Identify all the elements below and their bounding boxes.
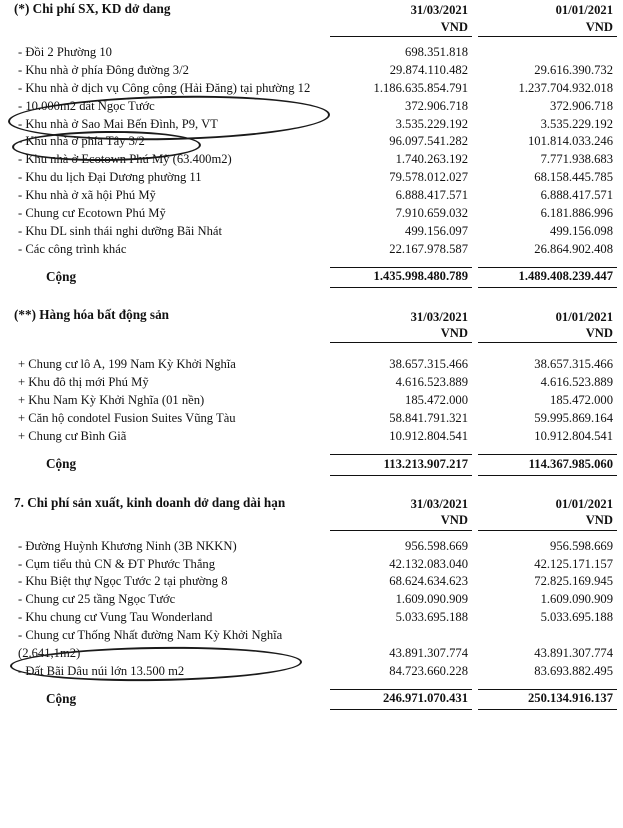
row-value-period1: 185.472.000 [405, 393, 468, 408]
total-row [0, 455, 623, 474]
table-row [0, 133, 623, 151]
row-value-period2: 956.598.669 [550, 538, 613, 553]
row-value-period2: 42.125.171.157 [534, 556, 613, 571]
total-value-period1: 113.213.907.217 [383, 456, 468, 471]
row-value-period1: 6.888.417.571 [395, 188, 468, 203]
row-value-period2: 6.888.417.571 [540, 188, 613, 203]
table-row [0, 556, 623, 574]
row-label: - Đường Huỳnh Khương Ninh (3B NKKN) [18, 538, 237, 553]
row-value-period2: 185.472.000 [550, 393, 613, 408]
row-label: - Đồi 2 Phường 10 [18, 45, 112, 60]
row-value-period2: 1.609.090.909 [540, 592, 613, 607]
row-value-period1: 956.598.669 [405, 538, 468, 553]
row-label: - Khu Biệt thự Ngọc Tước 2 tại phường 8 [18, 574, 228, 589]
row-label: - Khu nhà ở phía Đông đường 3/2 [18, 62, 189, 77]
row-label: - Khu nhà ở Ecotown Phú Mỹ (63.400m2) [18, 152, 232, 167]
unit-period2: VND [585, 19, 613, 34]
row-value-period2: 72.825.169.945 [534, 574, 613, 589]
spacer-cell [0, 512, 330, 528]
table-row [0, 374, 623, 392]
row-value-period2: 38.657.315.466 [534, 357, 613, 372]
row-label: - Khu nhà ở phía Tây 3/2 [18, 134, 145, 149]
table-row [0, 223, 623, 241]
row-value-period2: 29.616.390.732 [534, 62, 613, 77]
section-unit-row [0, 325, 623, 341]
row-label: + Khu đô thị mới Phú Mỹ [18, 375, 149, 390]
row-value-period1: 68.624.634.623 [389, 574, 468, 589]
section-header-row [0, 306, 623, 325]
row-label: + Chung cư lô A, 199 Nam Kỳ Khởi Nghĩa [18, 357, 236, 372]
table-row [0, 62, 623, 80]
row-value-period1: 499.156.097 [405, 223, 468, 238]
table-row [0, 241, 623, 259]
total-row [0, 690, 623, 709]
row-label: + Căn hộ condotel Fusion Suites Vũng Tàu [18, 411, 236, 426]
row-value-period2: 10.912.804.541 [534, 428, 613, 443]
total-label: Cộng [46, 690, 77, 706]
section-header-row [0, 494, 623, 513]
row-value-period1: 22.167.978.587 [389, 241, 468, 256]
row-label: - Khu nhà ở dịch vụ Công cộng (Hải Đăng) tại phường 12 [18, 80, 311, 95]
row-value-period1: 7.910.659.032 [395, 205, 468, 220]
table-row [0, 187, 623, 205]
section-title: 7. Chi phí sản xuất, kinh doanh dở dang dài hạn [14, 494, 286, 510]
row-label: - Khu DL sinh thái nghi dưỡng Bãi Nhát [18, 223, 223, 238]
row-value-period2: 59.995.869.164 [534, 411, 613, 426]
total-value-period2: 1.489.408.239.447 [518, 269, 613, 284]
total-label: Cộng [46, 455, 77, 471]
row-value-period1: 38.657.315.466 [389, 357, 468, 372]
section-unit-row [0, 512, 623, 528]
row-value-period1: 4.616.523.889 [395, 375, 468, 390]
column-header-period2: 01/01/2021 [555, 3, 613, 18]
row-value-period2: 5.033.695.188 [540, 610, 613, 625]
row-value-period2: 26.864.902.408 [534, 241, 613, 256]
row-value-period2: 6.181.886.996 [540, 205, 613, 220]
row-value-period1: 84.723.660.228 [389, 663, 468, 678]
row-label: - Chung cư Ecotown Phú Mỹ [18, 205, 166, 220]
table-row [0, 116, 623, 134]
row-label: - Các công trình khác [18, 241, 127, 256]
column-header-period1: 31/03/2021 [410, 309, 468, 324]
row-label: + Khu Nam Kỳ Khởi Nghĩa (01 nền) [18, 393, 205, 408]
table-row [0, 663, 623, 681]
section-header-row [0, 0, 623, 19]
unit-period2: VND [585, 513, 613, 528]
table-row [0, 428, 623, 446]
total-rule [330, 709, 472, 710]
row-label: + Chung cư Bình Giã [18, 428, 127, 443]
row-label: - Khu nhà ở xã hội Phú Mỹ [18, 188, 156, 203]
row-label: - Khu nhà ở Sao Mai Bến Đình, P9, VT [18, 116, 218, 131]
table-row [0, 44, 623, 62]
row-label: - Khu du lịch Đại Dương phường 11 [18, 170, 202, 185]
row-value-period1: 29.874.110.482 [389, 62, 468, 77]
row-value-period1: 1.609.090.909 [395, 592, 468, 607]
unit-period1: VND [440, 326, 468, 341]
section-unit-row [0, 19, 623, 35]
row-label: - Chung cư 25 tầng Ngọc Tước [18, 592, 176, 607]
spacer-cell [0, 325, 330, 341]
row-value-period2: 83.693.882.495 [534, 663, 613, 678]
row-value-period1: 1.186.635.854.791 [373, 80, 468, 95]
row-value-period1: 58.841.791.321 [389, 411, 468, 426]
total-label: Cộng [46, 268, 77, 284]
row-label: - 10.000m2 đất Ngọc Tước [18, 98, 155, 113]
row-label: - Cụm tiểu thủ CN & ĐT Phước Thắng [18, 556, 216, 571]
table-row [0, 169, 623, 187]
table-row [0, 356, 623, 374]
table-row [0, 410, 623, 428]
table-row [0, 609, 623, 627]
column-header-period1: 31/03/2021 [410, 3, 468, 18]
unit-period1: VND [440, 19, 468, 34]
row-value-period1: 5.033.695.188 [395, 610, 468, 625]
table-row [0, 538, 623, 556]
total-value-period1: 246.971.070.431 [382, 691, 468, 706]
table-row [0, 392, 623, 410]
row-value-period2: 43.891.307.774 [534, 645, 613, 660]
table-row [0, 151, 623, 169]
row-value-period1: 42.132.083.040 [389, 556, 468, 571]
total-rule [478, 709, 617, 710]
row-value-period2 [478, 44, 623, 62]
row-value-period2: 1.237.704.932.018 [518, 80, 613, 95]
row-value-period2: 7.771.938.683 [540, 152, 613, 167]
total-row [0, 268, 623, 287]
total-value-period2: 114.367.985.060 [528, 456, 613, 471]
table-row [0, 98, 623, 116]
column-header-period1: 31/03/2021 [410, 496, 468, 511]
row-value-period1: 698.351.818 [405, 45, 468, 60]
total-underline-row [0, 708, 623, 710]
table-row [0, 573, 623, 591]
column-header-period2: 01/01/2021 [555, 496, 613, 511]
row-value-period1: 43.891.307.774 [389, 645, 468, 660]
section-title: (*) Chi phí SX, KD dở dang [14, 1, 171, 16]
row-value-period1: 372.906.718 [405, 98, 468, 113]
row-value-period1: 3.535.229.192 [395, 116, 468, 131]
table-row [0, 591, 623, 609]
row-value-period1: 1.740.263.192 [395, 152, 468, 167]
row-value-period2: 101.814.033.246 [527, 134, 613, 149]
row-value-period2: 4.616.523.889 [540, 375, 613, 390]
row-value-period1: 79.578.012.027 [389, 170, 468, 185]
column-header-period2: 01/01/2021 [555, 309, 613, 324]
section-title: (**) Hàng hóa bất động sản [14, 307, 169, 323]
spacer-cell [0, 19, 330, 35]
row-label: - Khu chung cư Vung Tau Wonderland [18, 610, 213, 625]
unit-period2: VND [585, 326, 613, 341]
row-value-period2: 3.535.229.192 [540, 116, 613, 131]
table-row [0, 627, 623, 663]
row-value-period2: 68.158.445.785 [534, 170, 613, 185]
row-label: - Chung cư Thống Nhất đường Nam Kỳ Khởi Nghĩa (2.641,1m2) [18, 628, 283, 660]
row-value-period1: 10.912.804.541 [389, 428, 468, 443]
row-label: - Đất Bãi Dâu núi lớn 13.500 m2 [18, 663, 185, 678]
table-row [0, 205, 623, 223]
row-value-period1: 96.097.541.282 [389, 134, 468, 149]
row-value-period2: 499.156.098 [550, 223, 613, 238]
total-value-period1: 1.435.998.480.789 [373, 269, 468, 284]
row-value-period2: 372.906.718 [550, 98, 613, 113]
table-row [0, 80, 623, 98]
unit-period1: VND [440, 513, 468, 528]
total-value-period2: 250.134.916.137 [527, 691, 613, 706]
